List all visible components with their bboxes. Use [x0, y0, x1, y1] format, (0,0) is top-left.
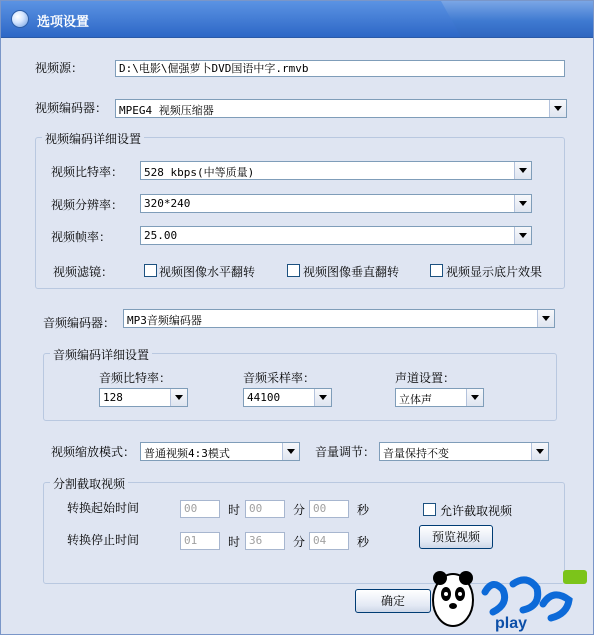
watermark-logo	[413, 564, 593, 634]
audio-bitrate-select[interactable]	[99, 388, 188, 407]
end-second-input[interactable]: 04	[309, 532, 349, 550]
scale-mode-value: 普通视频4:3模式	[144, 447, 230, 460]
title-bar[interactable]	[1, 1, 593, 38]
end-second-unit: 秒	[357, 535, 370, 549]
video-bitrate-value: 528 kbps(中等质量)	[144, 166, 255, 179]
start-time-label: 转换起始时间	[67, 501, 140, 515]
clip-group-title: 分割截取视频	[50, 475, 128, 492]
hflip-label: 视频图像水平翻转	[159, 265, 256, 279]
audio-bitrate-label: 音频比特率：	[99, 371, 172, 385]
source-label: 视频源：	[35, 61, 84, 75]
video-encoder-label: 视频编码器：	[35, 101, 108, 115]
audio-detail-group	[43, 348, 557, 421]
end-minute-unit: 分	[293, 535, 306, 549]
allow-clip-label: 允许截取视频	[440, 504, 513, 518]
channel-dropdown-icon[interactable]	[466, 389, 483, 406]
video-filter-label: 视频滤镜：	[53, 265, 114, 279]
audio-encoder-dropdown-icon[interactable]	[537, 310, 554, 327]
video-framerate-label: 视频帧率：	[51, 230, 112, 244]
video-resolution-label: 视频分辨率：	[51, 198, 124, 212]
audio-encoder-select[interactable]	[123, 309, 555, 328]
start-hour-input[interactable]: 00	[180, 500, 220, 518]
negative-checkbox[interactable]	[430, 264, 443, 277]
video-encoder-dropdown-icon[interactable]	[549, 100, 566, 117]
scale-mode-select[interactable]	[140, 442, 300, 461]
end-hour-input[interactable]: 01	[180, 532, 220, 550]
video-encoder-value: MPEG4 视频压缩器	[119, 104, 214, 117]
audio-detail-title: 音频编码详细设置	[50, 346, 152, 363]
end-time-label: 转换停止时间	[67, 533, 140, 547]
start-second-unit: 秒	[357, 503, 370, 517]
video-detail-title: 视频编码详细设置	[42, 130, 144, 147]
video-framerate-value: 25.00	[144, 229, 178, 242]
scale-mode-label: 视频缩放模式：	[51, 445, 136, 459]
negative-label: 视频显示底片效果	[446, 265, 543, 279]
start-minute-input[interactable]: 00	[245, 500, 285, 518]
audio-encoder-value: MP3音频编码器	[127, 314, 202, 327]
video-framerate-dropdown-icon[interactable]	[514, 227, 531, 244]
video-framerate-select[interactable]	[140, 226, 532, 245]
audio-samplerate-label: 音频采样率：	[243, 371, 316, 385]
audio-bitrate-value: 128	[103, 391, 123, 404]
vflip-checkbox[interactable]	[287, 264, 300, 277]
channel-value: 立体声	[399, 393, 432, 406]
volume-dropdown-icon[interactable]	[531, 443, 548, 460]
volume-label: 音量调节：	[315, 445, 376, 459]
window-title: 选项设置	[37, 15, 90, 30]
video-resolution-value: 320*240	[144, 197, 191, 210]
end-minute-input[interactable]: 36	[245, 532, 285, 550]
audio-bitrate-dropdown-icon[interactable]	[170, 389, 187, 406]
content-area	[7, 41, 587, 630]
audio-encoder-label: 音频编码器：	[43, 316, 116, 330]
vflip-label: 视频图像垂直翻转	[303, 265, 400, 279]
app-icon	[11, 10, 29, 28]
volume-value: 音量保持不变	[383, 447, 449, 460]
audio-samplerate-select[interactable]	[243, 388, 332, 407]
video-bitrate-dropdown-icon[interactable]	[514, 162, 531, 179]
video-resolution-select[interactable]	[140, 194, 532, 213]
start-minute-unit: 分	[293, 503, 306, 517]
start-second-input[interactable]: 00	[309, 500, 349, 518]
source-path-input[interactable]: D:\电影\倔强萝卜DVD国语中字.rmvb	[115, 60, 565, 77]
video-bitrate-select[interactable]	[140, 161, 532, 180]
volume-select[interactable]	[379, 442, 549, 461]
preview-video-button[interactable]: 预览视频	[419, 525, 493, 549]
video-resolution-dropdown-icon[interactable]	[514, 195, 531, 212]
video-bitrate-label: 视频比特率：	[51, 165, 124, 179]
channel-label: 声道设置：	[395, 371, 456, 385]
scale-mode-dropdown-icon[interactable]	[282, 443, 299, 460]
watermark-text: play	[495, 615, 528, 632]
audio-samplerate-dropdown-icon[interactable]	[314, 389, 331, 406]
hflip-checkbox[interactable]	[144, 264, 157, 277]
allow-clip-checkbox[interactable]	[423, 503, 436, 516]
ok-button[interactable]: 确定	[355, 589, 431, 613]
end-hour-unit: 时	[228, 535, 241, 549]
video-encoder-select[interactable]	[115, 99, 567, 118]
start-hour-unit: 时	[228, 503, 241, 517]
audio-samplerate-value: 44100	[247, 391, 281, 404]
channel-select[interactable]	[395, 388, 484, 407]
